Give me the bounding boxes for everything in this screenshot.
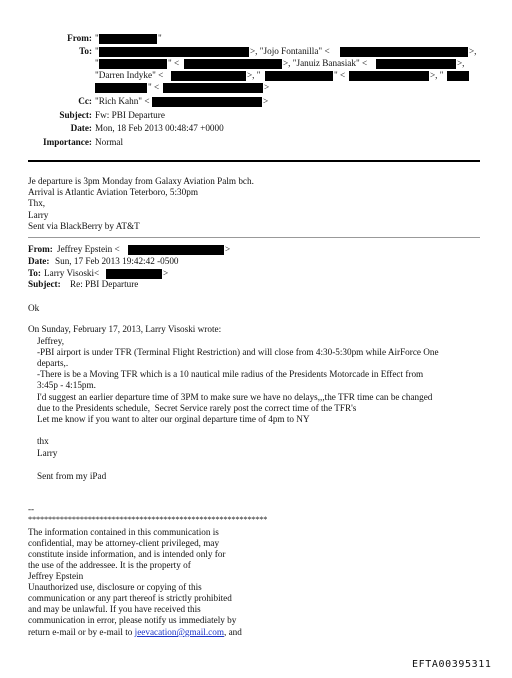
redaction-box: [447, 71, 469, 81]
disclaimer-line: communication in error, please notify us immediately by: [28, 615, 237, 625]
quote-line: -There is be a Moving TFR which is a 10 nautical mile radius of the Presidents Motorcade in Effect from: [37, 369, 424, 379]
date-value: Mon, 18 Feb 2013 00:48:47 +0000: [95, 123, 224, 133]
fwd-subject-label: Subject:: [28, 279, 61, 289]
disclaimer-line: confidential, may be attorney-client privileged, may: [28, 538, 220, 548]
to-line2-end: >,: [457, 58, 465, 68]
redaction-box: [152, 97, 262, 107]
disclaimer-line: constitute inside information, and is intended only for: [28, 549, 226, 559]
disclaimer-line: Unauthorized use, disclosure or copying of this: [28, 582, 202, 592]
header-divider: [28, 160, 480, 162]
disclaimer-line: the use of the addressee. It is the property of: [28, 560, 191, 570]
to-quote: ": [95, 58, 99, 68]
cc-value: "Rich Kahn" <: [95, 96, 150, 106]
disclaimer-line: and may be unlawful. If you have received this: [28, 604, 201, 614]
fwd-to-end: >: [163, 268, 169, 278]
fwd-to-label: To:: [28, 268, 41, 278]
redaction-box: [265, 71, 333, 81]
to-line3-end: >, ": [430, 70, 444, 80]
redaction-box: [376, 59, 456, 69]
quote-line: due to the Presidents schedule, Secret Service rarely post the correct time of the TFR's: [37, 403, 357, 413]
redaction-box: [99, 47, 249, 57]
quote-line: departs,.: [37, 358, 69, 368]
redaction-box: [99, 59, 167, 69]
quote-line: -PBI airport is under TFR (Terminal Flight Restriction) and will close from 4:30-5:30pm while AirForce One: [37, 347, 439, 357]
body-line: Sent via BlackBerry by AT&T: [28, 221, 140, 231]
bates-number: EFTA00395311: [412, 659, 492, 670]
to-line3-mid: >, ": [247, 70, 261, 80]
to-line4-mid: " <: [148, 82, 160, 92]
redaction-box: [99, 34, 157, 44]
importance-label: Importance:: [43, 137, 92, 147]
to-quote: ": [95, 46, 99, 56]
quote-line: I'd suggest an earlier departure time of 3PM to make sure we have no delays,,,the TFR time can be changed: [37, 392, 433, 402]
subject-value: Fw: PBI Departure: [95, 110, 165, 120]
redaction-box: [128, 245, 224, 255]
body-line: Arrival is Atlantic Aviation Teterboro, 5:30pm: [28, 187, 198, 197]
fwd-from-label: From:: [28, 244, 53, 254]
quote-line: Sent from my iPad: [37, 471, 107, 481]
redaction-box: [171, 71, 246, 81]
quote-line: Jeffrey,: [37, 336, 65, 346]
redaction-box: [340, 47, 468, 57]
redaction-box: [95, 83, 147, 93]
quote-line: 3:45p - 4:15pm.: [37, 380, 96, 390]
fwd-from-end: >: [225, 244, 231, 254]
fwd-subject-value: Re: PBI Departure: [70, 279, 139, 289]
to-line2-mid: " <: [168, 58, 180, 68]
redaction-box: [349, 71, 429, 81]
to-label: To:: [79, 46, 92, 56]
to-recipient-darren: "Darren Indyke" <: [95, 70, 164, 80]
to-line4-end: >: [264, 82, 270, 92]
quote-line: Let me know if you want to alter our orginal departure time of 4pm to NY: [37, 414, 310, 424]
redaction-box: [163, 83, 263, 93]
fwd-from-value: Jeffrey Epstein <: [57, 244, 120, 254]
disclaimer-line: Jeffrey Epstein: [28, 571, 84, 581]
fwd-date-value: Sun, 17 Feb 2013 19:42:42 -0500: [55, 256, 179, 266]
date-label: Date:: [70, 123, 92, 133]
fwd-to-value: Larry Visoski<: [44, 268, 100, 278]
subject-label: Subject:: [59, 110, 92, 120]
from-quote: ": [95, 33, 99, 43]
body-line: Thx,: [28, 198, 46, 208]
quote-line: thx: [37, 436, 49, 446]
to-line3-mid2: " <: [334, 70, 346, 80]
body-line: Larry: [28, 210, 49, 220]
email-link[interactable]: jeevacation@gmail.com: [134, 627, 224, 637]
quote-line: Larry: [37, 448, 58, 458]
disclaimer-text: return e-mail or by e-mail to: [28, 627, 133, 637]
reply-ok: Ok: [28, 303, 40, 313]
cc-end: >: [263, 96, 269, 106]
from-label: From:: [67, 33, 92, 43]
to-recipient-januiz: >, "Januiz Banasiak" <: [283, 58, 368, 68]
to-recipient-jojo: >, "Jojo Fontanilla" <: [250, 46, 330, 56]
fwd-date-label: Date:: [28, 256, 50, 266]
disclaimer-end: , and: [223, 627, 242, 637]
importance-value: Normal: [95, 137, 124, 147]
forward-divider: [28, 237, 480, 238]
signature-dashes: --: [28, 504, 35, 514]
body-line: Je departure is 3pm Monday from Galaxy Aviation Palm bch.: [28, 176, 254, 186]
quote-intro: On Sunday, February 17, 2013, Larry Visoski wrote:: [28, 324, 222, 334]
disclaimer-last-line: [28, 627, 242, 638]
redaction-box: [106, 269, 162, 279]
redaction-box: [184, 59, 282, 69]
to-line1-end: >,: [469, 46, 477, 56]
disclaimer-line: The information contained in this communication is: [28, 527, 219, 537]
from-quote-end: ": [158, 33, 162, 43]
star-separator: ************************************************************: [28, 515, 268, 524]
cc-label: Cc:: [78, 96, 92, 106]
disclaimer-line: communication or any part thereof is strictly prohibited: [28, 593, 232, 603]
